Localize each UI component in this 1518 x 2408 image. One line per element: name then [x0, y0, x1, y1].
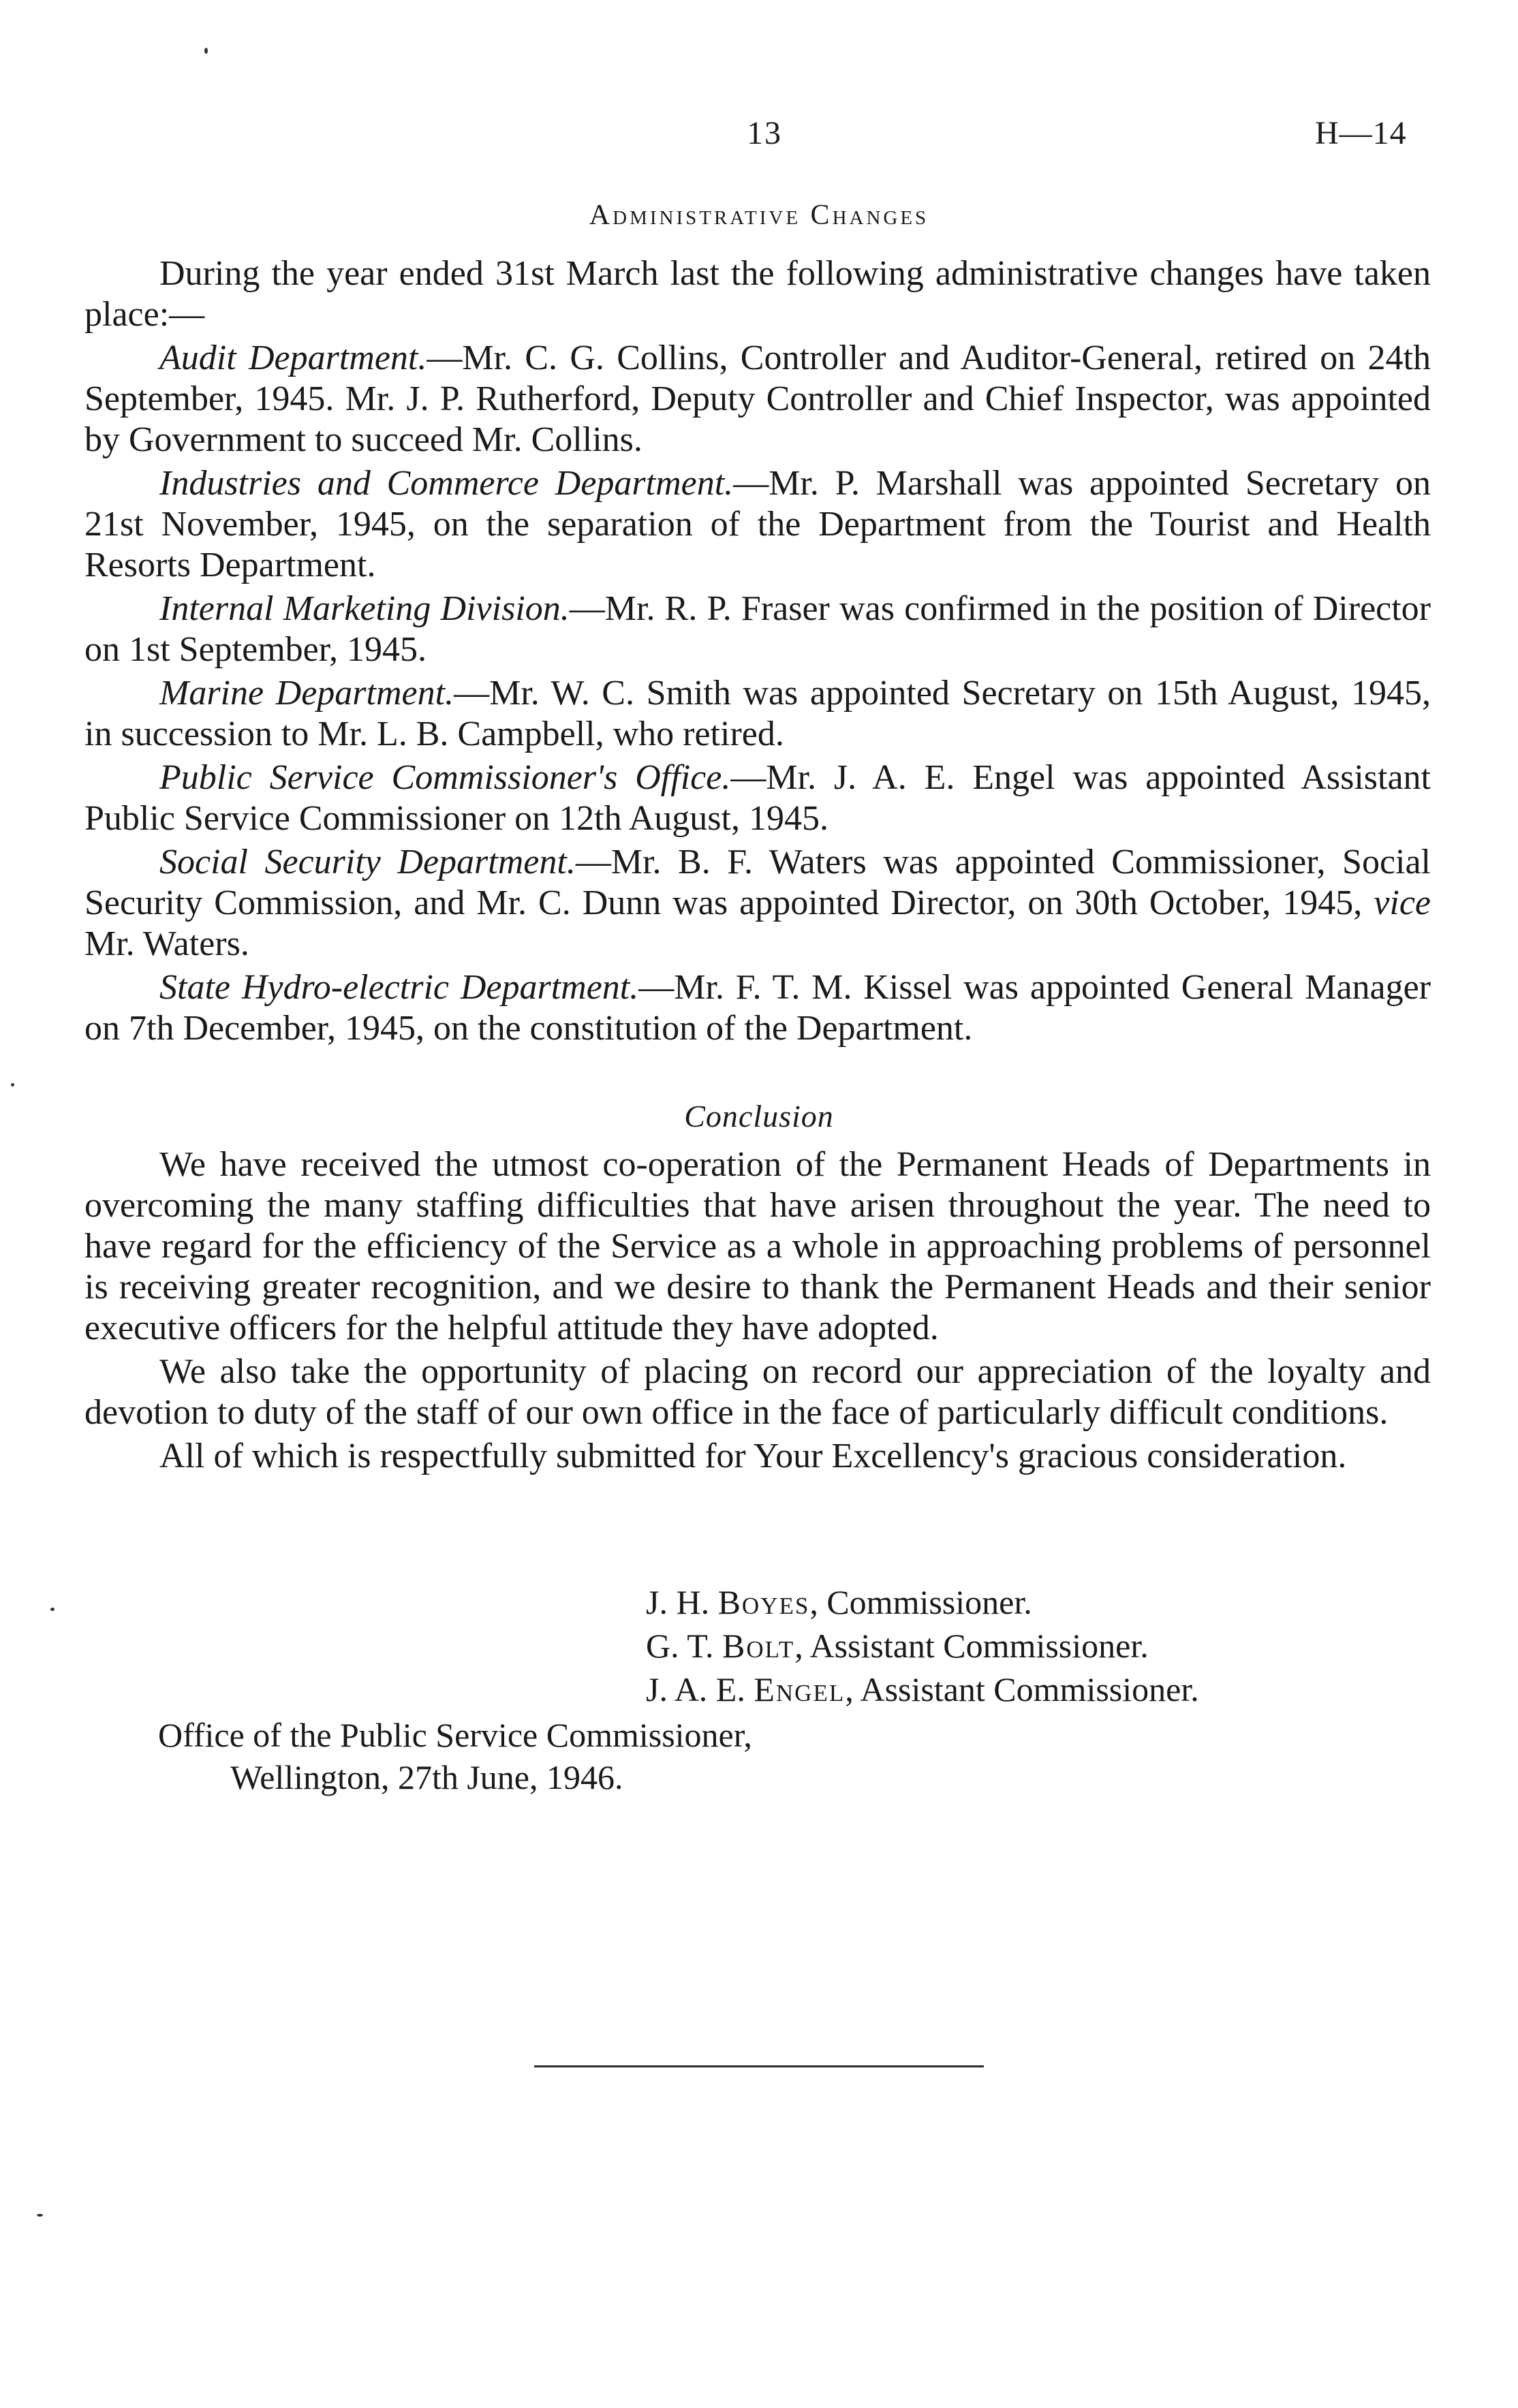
signature-initials: J. A. E. [646, 1670, 745, 1708]
entry-text: —Mr. R. P. Fraser was confirmed in the position of Director on 1st September, 1945. [84, 589, 1431, 669]
administrative-changes-body [84, 253, 1431, 1052]
scan-speck [37, 2214, 43, 2217]
conclusion-paragraph: We have received the utmost co-operation of the Permanent Heads of Departments in overcoming the many staffing difficulties that have arisen throughout the year. The need to have regard for the efficiency of the Service as a whole in approaching problems of personnel is receiving greater recognition, and we desire to thank the Permanent Heads and their senior executive officers for the helpful attitude they have adopted. [84, 1145, 1431, 1347]
conclusion-paragraph: All of which is respectfully submitted for Your Excellency's gracious consideration. [159, 1437, 1347, 1475]
signature-initials: J. H. [646, 1583, 710, 1621]
page-header [0, 114, 1518, 155]
entry-lead: Social Security Department. [159, 843, 576, 881]
entry-audit-department [84, 338, 1431, 460]
signature-line [646, 1624, 1199, 1668]
signature-block [646, 1580, 1199, 1711]
entry-marine-department [84, 673, 1431, 755]
entry-lead: Industries and Commerce Department. [159, 464, 734, 503]
entry-text: —Mr. J. A. E. Engel was appointed Assistant Public Service Commissioner on 12th August, 1945. [84, 758, 1431, 838]
signature-line [646, 1668, 1199, 1711]
signature-role: , Assistant Commissioner. [845, 1670, 1199, 1708]
entry-text: —Mr. C. G. Collins, Controller and Auditor-General, retired on 24th September, 1945. Mr. J. P. Rutherford, Deputy Controller and Chief Inspector, was appointed by Government to succeed Mr. Collins. [84, 339, 1431, 459]
entry-industries-commerce [84, 463, 1431, 586]
entry-text: —Mr. W. C. Smith was appointed Secretary on 15th August, 1945, in succession to Mr. L. B. Campbell, who retired. [84, 674, 1431, 753]
entry-lead: State Hydro-electric Department. [159, 968, 639, 1007]
signature-surname: Boyes [717, 1583, 810, 1621]
scan-speck [50, 1608, 55, 1611]
conclusion-paragraph: We also take the opportunity of placing on record our appreciation of the loyalty and devotion to duty of the staff of our own office in the face of particularly difficult conditions. [84, 1352, 1431, 1432]
entry-lead: Internal Marketing Division. [159, 589, 570, 628]
scan-speck [11, 1083, 14, 1086]
entry-text: —Mr. B. F. Waters was appointed Commissioner, Social Security Commission, and Mr. C. Dunn was appointed Director, on 30th October, 1945, [84, 843, 1431, 922]
office-address [158, 1714, 752, 1798]
signature-surname: Bolt [722, 1627, 795, 1665]
entry-italic-word: vice [1374, 884, 1431, 922]
signature-initials: G. T. [646, 1627, 714, 1665]
entry-lead: Public Service Commissioner's Office. [159, 758, 731, 797]
intro-paragraph: During the year ended 31st March last the following administrative changes have taken place:— [84, 254, 1431, 334]
signature-role: , Commissioner. [809, 1583, 1032, 1621]
entry-state-hydro-electric [84, 967, 1431, 1049]
entry-lead: Marine Department. [159, 674, 454, 713]
entry-text: —Mr. F. T. M. Kissel was appointed General Manager on 7th December, 1945, on the constitution of the Department. [84, 968, 1431, 1048]
conclusion-body [84, 1144, 1431, 1480]
entry-lead: Audit Department. [159, 339, 427, 377]
entry-tail: Mr. Waters. [84, 924, 249, 963]
signature-line [646, 1580, 1199, 1624]
section-heading-conclusion: Conclusion [684, 1099, 834, 1133]
document-reference: H—14 [1315, 115, 1407, 151]
scan-speck [204, 48, 208, 54]
entry-internal-marketing [84, 589, 1431, 670]
entry-social-security [84, 842, 1431, 965]
page-number: 13 [747, 115, 782, 151]
end-divider [534, 2065, 984, 2067]
office-line: Office of the Public Service Commissioner, [158, 1716, 752, 1754]
signature-surname: Engel [754, 1670, 846, 1708]
section-heading-administrative-changes: Administrative Changes [589, 200, 929, 231]
entry-public-service-office [84, 757, 1431, 839]
signature-role: , Assistant Commissioner. [794, 1627, 1149, 1665]
entry-text: —Mr. P. Marshall was appointed Secretary on 21st November, 1945, on the separation of the Department from the Tourist and Health Resorts Department. [84, 464, 1431, 584]
office-date-line: Wellington, 27th June, 1946. [230, 1758, 623, 1796]
